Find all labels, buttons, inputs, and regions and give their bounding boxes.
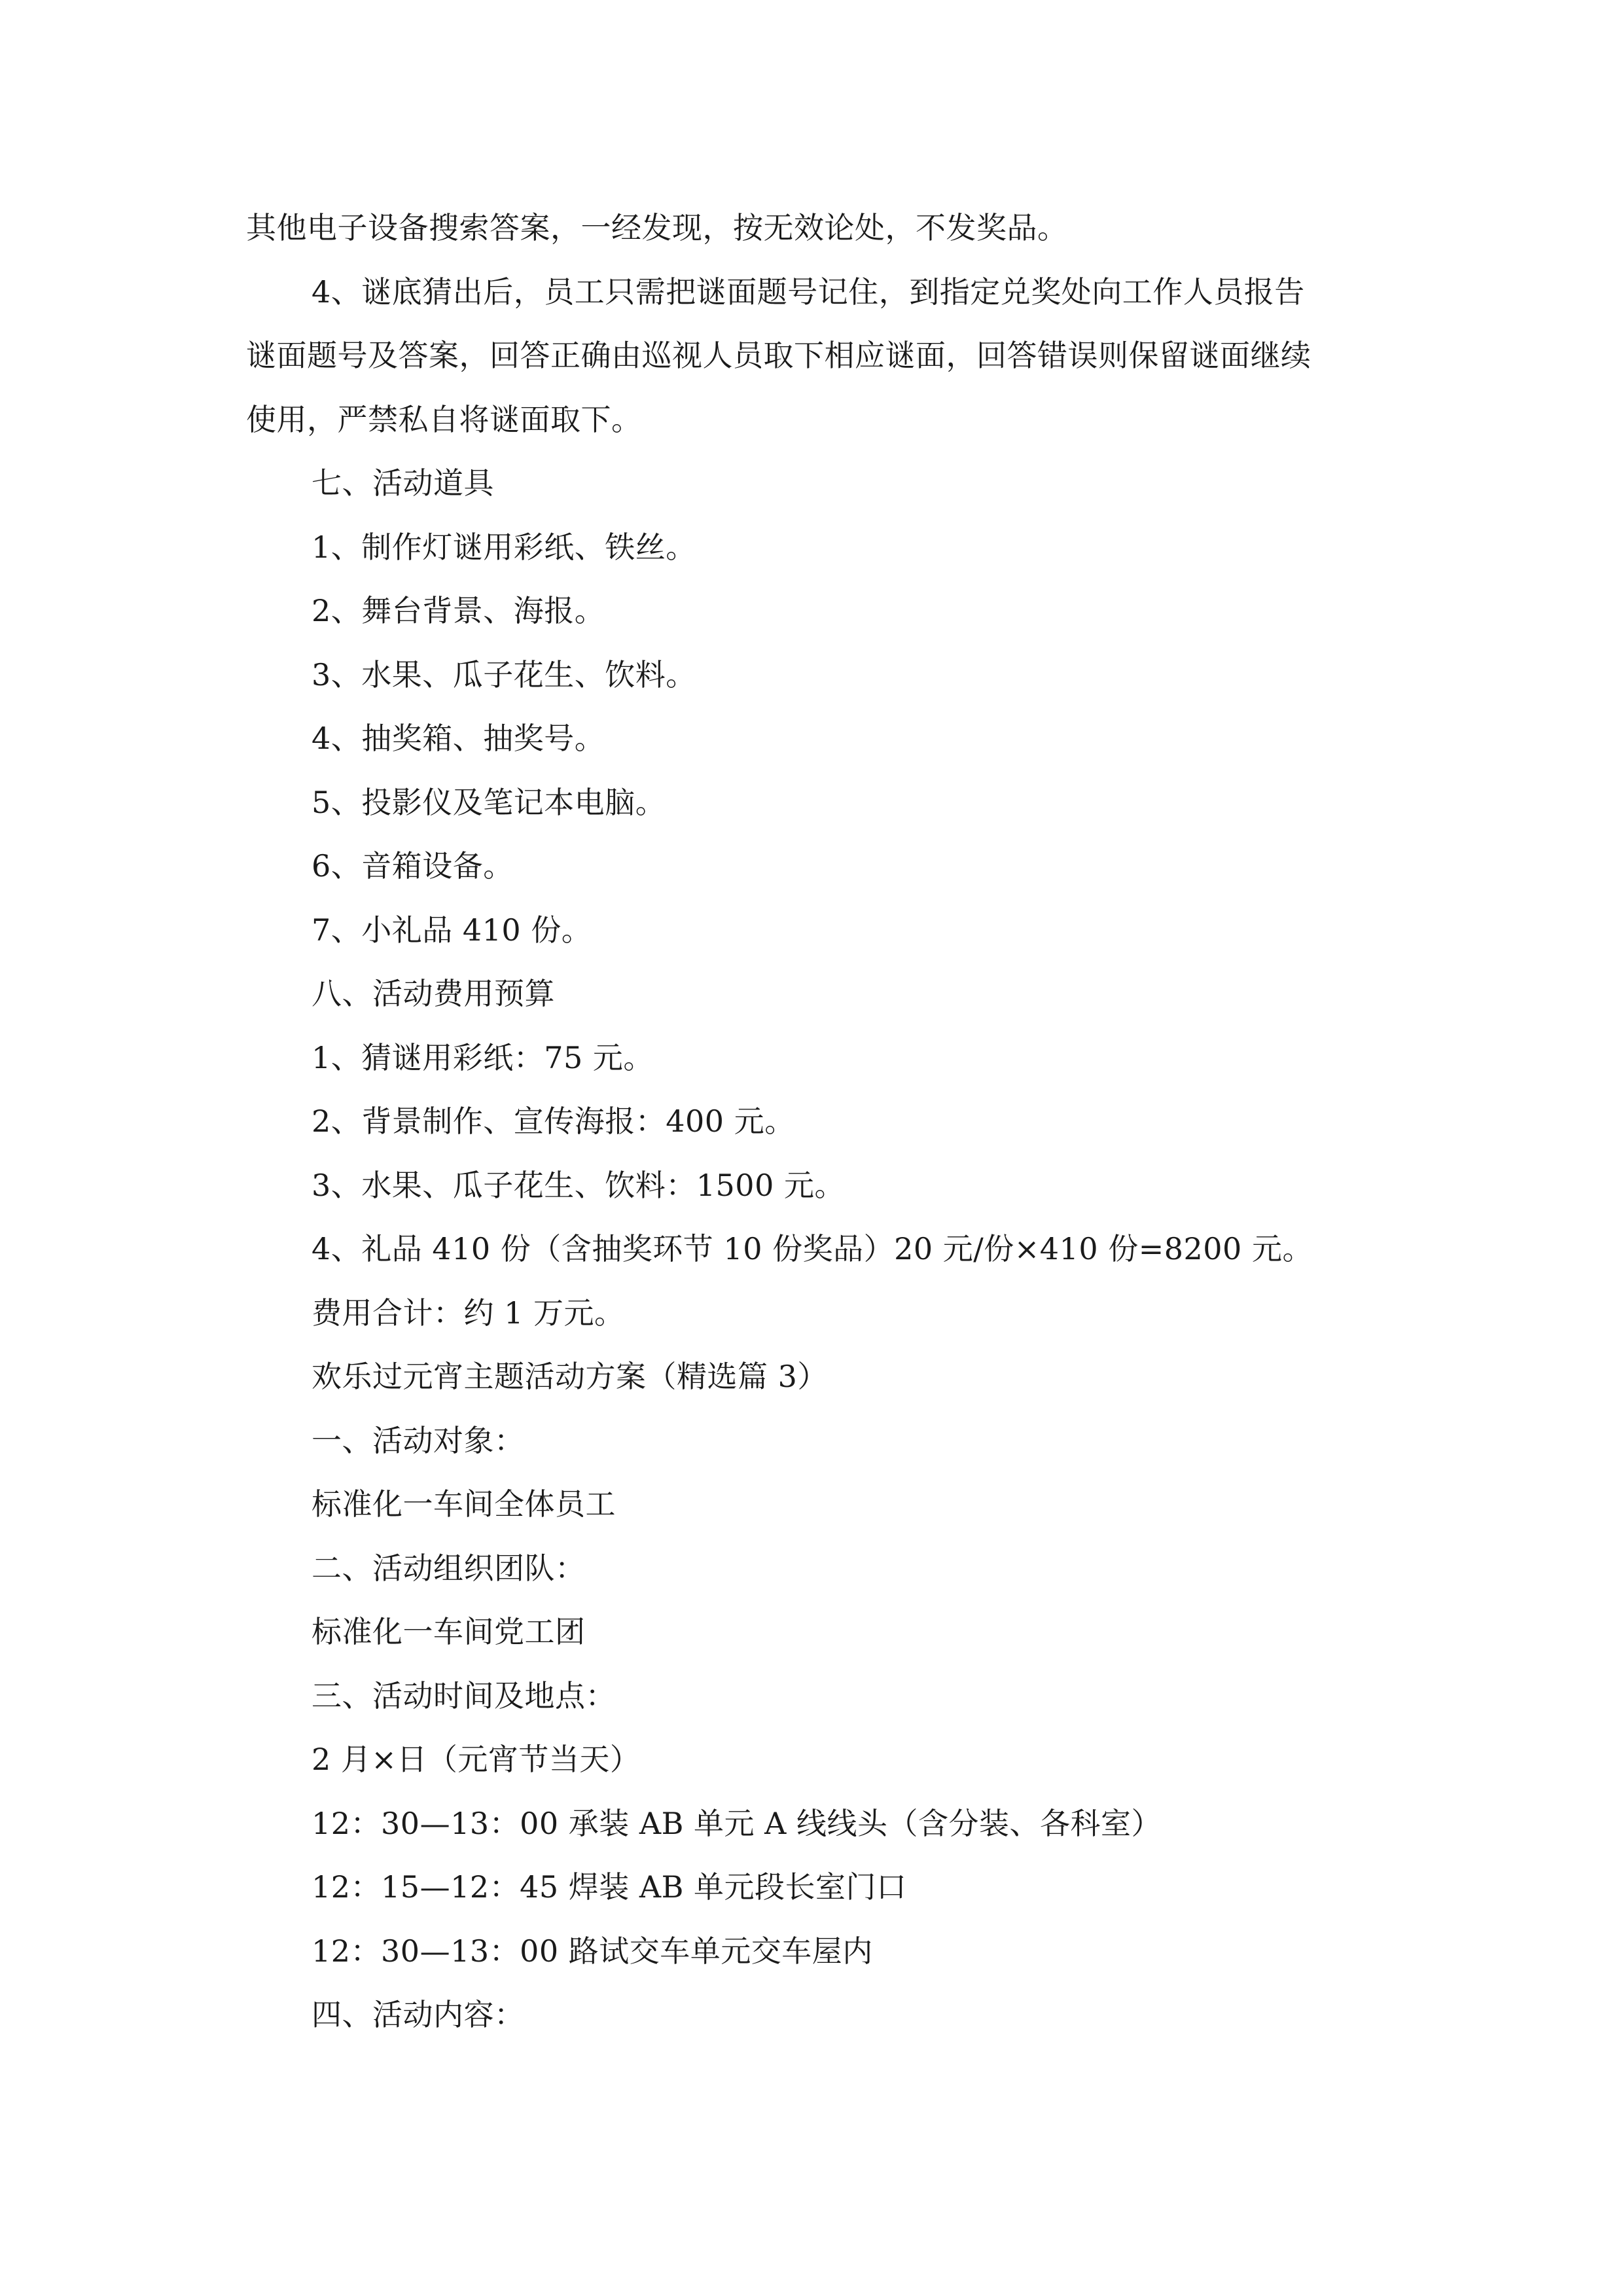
document-body	[246, 196, 1385, 2047]
text-line: 标准化一车间党工团	[312, 1614, 586, 1649]
text-line: 1、制作灯谜用彩纸、铁丝。	[312, 529, 696, 565]
text-line: 使用，严禁私自将谜面取下。	[246, 401, 642, 437]
text-line: 八、活动费用预算	[312, 976, 555, 1011]
text-line: 四、活动内容：	[312, 1997, 525, 2032]
text-line: 二、活动组织团队：	[312, 1550, 586, 1586]
text-line: 12：30—13：00 承装 AB 单元 A 线线头（含分装、各科室）	[312, 1805, 1162, 1841]
text-line: 4、抽奖箱、抽奖号。	[312, 721, 605, 756]
text-line: 标准化一车间全体员工	[312, 1486, 616, 1522]
text-line: 谜面题号及答案，回答正确由巡视人员取下相应谜面，回答错误则保留谜面继续	[246, 338, 1311, 373]
text-line: 一、活动对象：	[312, 1422, 525, 1458]
text-line: 欢乐过元宵主题活动方案（精选篇 3）	[312, 1359, 828, 1394]
text-line: 2、背景制作、宣传海报：400 元。	[312, 1103, 795, 1139]
text-line: 1、猜谜用彩纸：75 元。	[312, 1039, 654, 1075]
text-line: 4、礼品 410 份（含抽奖环节 10 份奖品）20 元/份×410 份=8200 元。	[312, 1231, 1313, 1266]
text-line: 7、小礼品 410 份。	[312, 912, 592, 948]
text-line: 6、音箱设备。	[312, 848, 514, 884]
text-line: 3、水果、瓜子花生、饮料：1500 元。	[312, 1167, 845, 1203]
text-line: 5、投影仪及笔记本电脑。	[312, 784, 666, 820]
text-line: 其他电子设备搜索答案，一经发现，按无效论处，不发奖品。	[246, 210, 1068, 245]
text-line: 4、谜底猜出后，员工只需把谜面题号记住，到指定兑奖处向工作人员报告	[312, 274, 1305, 310]
text-line: 2 月×日（元宵节当天）	[312, 1742, 641, 1777]
text-line: 3、水果、瓜子花生、饮料。	[312, 656, 696, 692]
text-line: 2、舞台背景、海报。	[312, 593, 605, 628]
text-line: 12：15—12：45 焊装 AB 单元段长室门口	[312, 1869, 907, 1905]
text-line: 三、活动时间及地点：	[312, 1677, 616, 1713]
text-line: 七、活动道具	[312, 465, 494, 501]
text-line: 12：30—13：00 路试交车单元交车屋内	[312, 1933, 873, 1969]
text-line: 费用合计：约 1 万元。	[312, 1295, 625, 1331]
